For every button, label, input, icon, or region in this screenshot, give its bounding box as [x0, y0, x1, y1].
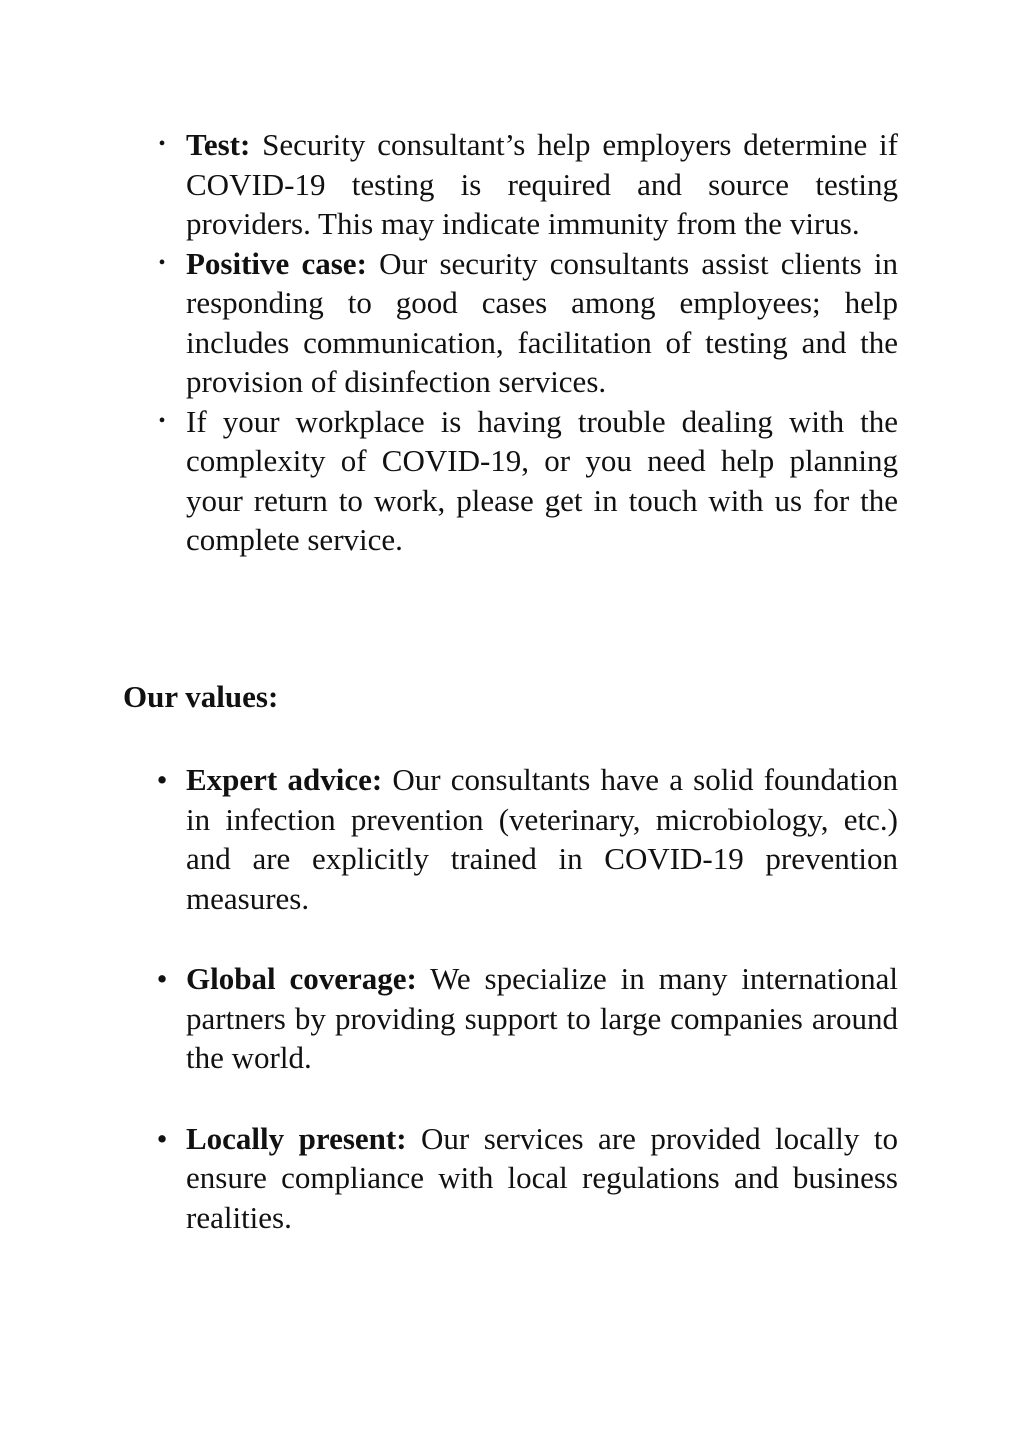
list-item-locally-present	[0, 1119, 1023, 1238]
bullet-icon: •	[156, 1120, 168, 1156]
services-list	[0, 125, 1023, 560]
bullet-icon: •	[156, 961, 168, 996]
item-text: Our consultants have a solid foundation in infection prevention (veterinary, microbiology, etc.) and are explicitly trained in COVID-19 prevention measures.	[186, 762, 898, 916]
item-label: Expert advice:	[186, 762, 383, 797]
item-label: Test:	[186, 127, 251, 162]
bullet-icon: •	[158, 409, 166, 432]
item-text: If your workplace is having trouble dealing with the complexity of COVID-19, or you need help planning your return to work, please get in touch with us for the complete service.	[186, 403, 898, 557]
list-item-test	[0, 125, 1023, 244]
item-label: Locally present:	[186, 1120, 407, 1156]
bullet-icon: •	[158, 133, 166, 155]
values-heading: Our values:	[123, 679, 279, 714]
list-item-contact	[0, 402, 1023, 560]
item-text: Our security consultants assist clients in responding to good cases among employees; help includes communication, facilitation of testing and the provision of disinfection services.	[186, 245, 898, 399]
list-item-expert-advice	[0, 760, 1023, 918]
item-label: Global coverage:	[186, 961, 417, 996]
item-label: Positive case:	[186, 245, 367, 281]
item-text: We specialize in many international partners by providing support to large companies around the world.	[186, 961, 898, 1075]
item-text: Our services are provided locally to ensure compliance with local regulations and business realities.	[186, 1120, 899, 1235]
list-item-global-coverage	[0, 959, 1023, 1078]
bullet-icon: •	[158, 251, 166, 274]
list-item-positive-case	[0, 244, 1023, 402]
item-text: Security consultant’s help employers determine if COVID-19 testing is required and source testing providers. This may indicate immunity from the virus.	[186, 127, 898, 241]
bullet-icon: •	[156, 762, 168, 797]
values-list	[0, 760, 1023, 1278]
